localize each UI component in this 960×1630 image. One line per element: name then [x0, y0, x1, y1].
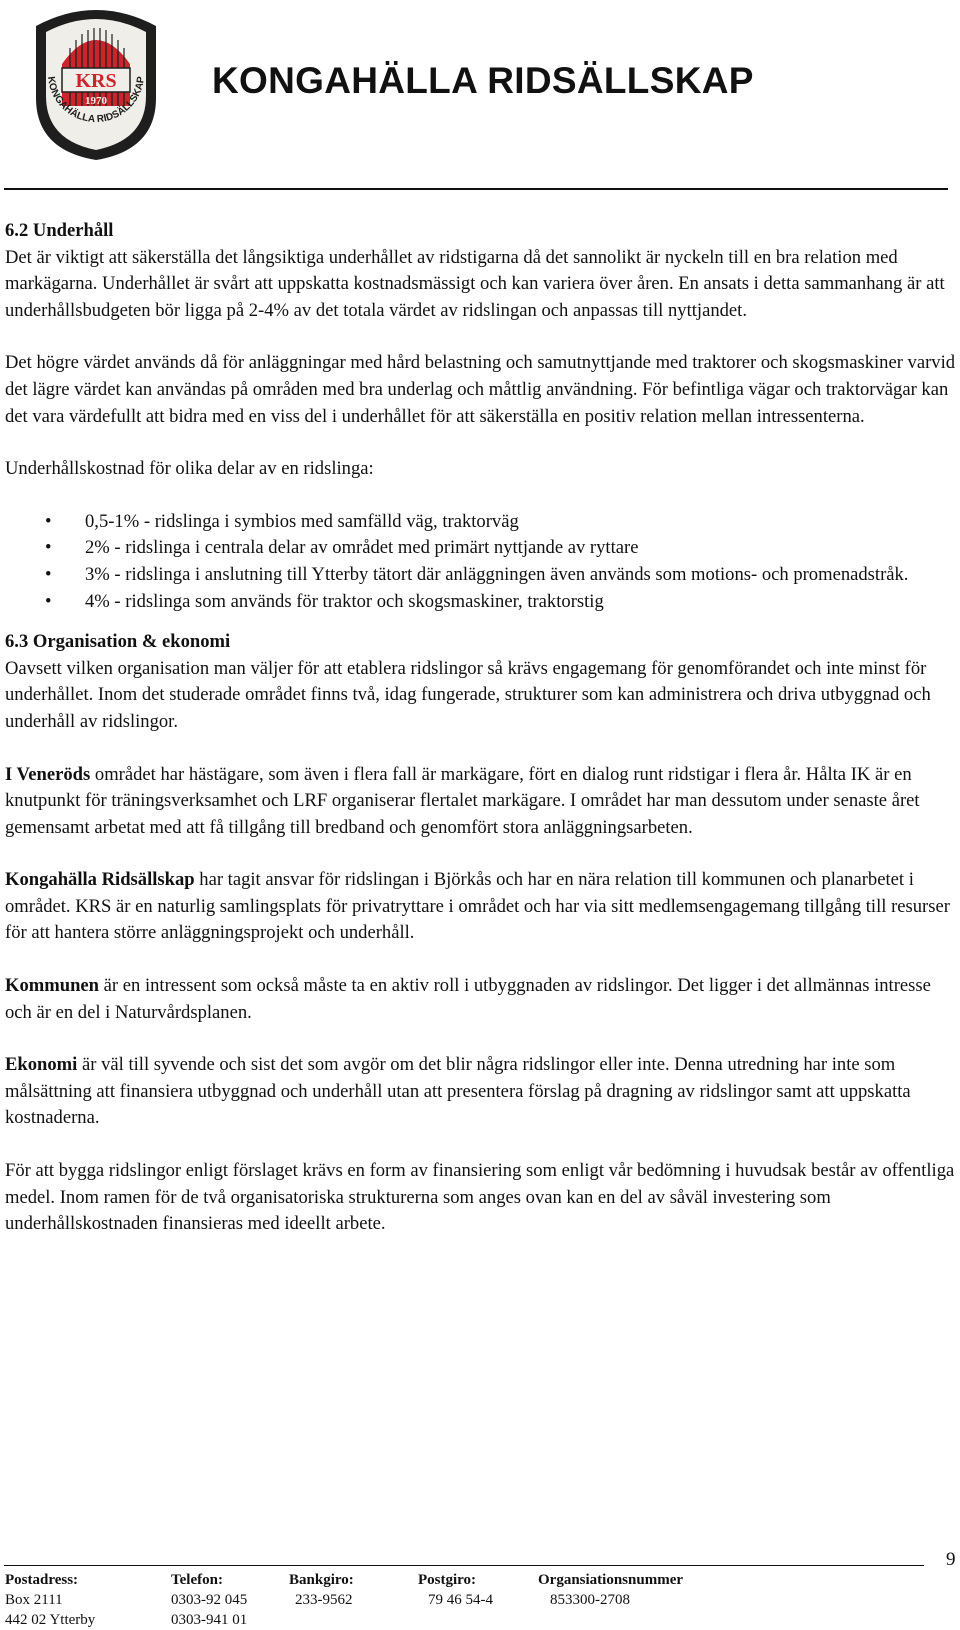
paragraph: Oavsett vilken organisation man väljer för att etablera ridslingor så krävs engagemang för genomförandet och inte minst för underhållet. Inom det studerade området finns två, idag fungerade, strukturer som kan administrera och driva utbyggnad och underhåll av ridslingor.: [5, 657, 931, 732]
footer-value: 233-9562: [295, 1592, 353, 1608]
paragraph: Det högre värdet används då för anläggningar med hård belastning och samutnyttjande med traktorer och skogsmaskiner varvid det lägre värdet kan användas på områden med bra underlag och måttlig användning. För befintliga vägar och traktorvägar kan det vara värdefullt att bidra med en viss del i underhållet för att säkerställa en positiv relation mellan intressenterna.: [5, 352, 956, 427]
footer-value: 0303-92 045: [171, 1592, 248, 1608]
bullet-icon: •: [45, 590, 52, 612]
footer-label: Telefon:: [171, 1572, 223, 1588]
paragraph: I Veneröds området har hästägare, som även i flera fall är markägare, fört en dialog runt ridstigar i flera år. Hålta IK är en knutpunkt för träningsverksamhet och LRF organiserar flertalet markägare. I området har man dessutom under senaste året gemensamt arbetat med att få tillgång till bredband och genomfört stora anläggningsarbeten.: [5, 763, 920, 838]
header-divider: [4, 188, 948, 190]
footer-value: 79 46 54-4: [428, 1592, 493, 1608]
footer-label: Bankgiro:: [289, 1572, 354, 1588]
club-logo: [28, 2, 164, 162]
list-item: • 2% - ridslinga i centrala delar av området med primärt nyttjande av ryttare: [5, 535, 957, 562]
paragraph: För att bygga ridslingor enligt förslaget krävs en form av finansiering som enligt vår bedömning i huvudsak består av offentliga medel. Inom ramen för de två organisatoriska strukturerna som anges ovan kan en del av såväl investering som underhållskostnaden finansieras med ideellt arbete.: [5, 1160, 955, 1235]
paragraph: Ekonomi är väl till syvende och sist det som avgör om det blir några ridslingor eller inte. Denna utredning har inte som målsättning att finansiera utbyggnad och underhåll utan att presentera förslag på dragning av ridslingor samt att uppskatta kostnaderna.: [5, 1054, 911, 1129]
footer-value: Box 2111: [5, 1592, 63, 1608]
logo-year: 1970: [85, 95, 107, 107]
page-number: 9: [946, 1549, 956, 1570]
bullet-icon: •: [45, 563, 52, 585]
list-item: • 3% - ridslinga i anslutning till Ytterby tätort där anläggningen även används som motions- och promenadstråk.: [5, 562, 957, 589]
bullet-icon: •: [45, 510, 52, 532]
list-item: • 4% - ridslinga som används för traktor och skogsmaskiner, traktorstig: [5, 589, 957, 616]
footer-col-postgiro: [418, 1570, 493, 1610]
list-item: • 0,5-1% - ridslinga i symbios med samfälld väg, traktorväg: [5, 509, 957, 536]
footer-col-bankgiro: [289, 1570, 354, 1610]
bullet-icon: •: [45, 537, 52, 559]
logo-ring-text: KONGAHÄLLA RIDSÄLLSKAP: [44, 75, 148, 126]
section-heading-6-3: 6.3 Organisation & ekonomi: [5, 631, 231, 653]
footer-divider: [4, 1565, 924, 1566]
paragraph: Kongahälla Ridsällskap har tagit ansvar för ridslingan i Björkås och har en nära relation till kommunen och planarbetet i området. KRS är en naturlig samlingsplats för privatryttare i området och har via sitt medlemsengagemang tillgång till resurser för att hantera större anläggningsprojekt och underhåll.: [5, 869, 950, 944]
paragraph-lead: Kommunen: [5, 975, 100, 997]
footer-col-address: [5, 1570, 95, 1630]
footer-value: 0303-941 01: [171, 1612, 248, 1628]
paragraph-lead: Kongahälla Ridsällskap: [5, 869, 195, 891]
page-header: [0, 0, 960, 190]
footer-label: Postadress:: [5, 1572, 79, 1588]
paragraph: Kommunen är en intressent som också måste ta en aktiv roll i utbyggnaden av ridslingor. Det ligger i det allmännas intresse och är en del i Naturvårdsplanen.: [5, 975, 931, 1023]
footer-col-phone: [171, 1570, 247, 1630]
paragraph: Det är viktigt att säkerställa det långsiktiga underhållet av ridstigarna då det sannolikt är nyckeln till en bra relation med markägarna. Underhållet är svårt att uppskatta kostnadsmässigt och kan variera över åren. En ansats i detta sammanhang är att underhållsbudgeten bör ligga på 2-4% av det totala värdet av ridslingan och anpassas till nyttjandet.: [5, 246, 945, 321]
footer-label: Postgiro:: [418, 1572, 477, 1588]
paragraph: Underhållskostnad för olika delar av en ridslinga:: [5, 458, 374, 480]
document-body: [5, 218, 957, 1264]
paragraph-lead: I Veneröds: [5, 763, 91, 785]
footer-col-orgnr: [538, 1570, 683, 1610]
footer-value: 442 02 Ytterby: [5, 1612, 96, 1628]
section-heading-6-2: 6.2 Underhåll: [5, 220, 114, 241]
logo-monogram: KRS: [75, 70, 117, 92]
footer-value: 853300-2708: [550, 1592, 630, 1608]
paragraph-lead: Ekonomi: [5, 1054, 78, 1076]
cost-list: [5, 509, 957, 615]
footer-label: Organsiationsnummer: [538, 1572, 684, 1588]
organization-title: KONGAHÄLLA RIDSÄLLSKAP: [212, 60, 754, 101]
